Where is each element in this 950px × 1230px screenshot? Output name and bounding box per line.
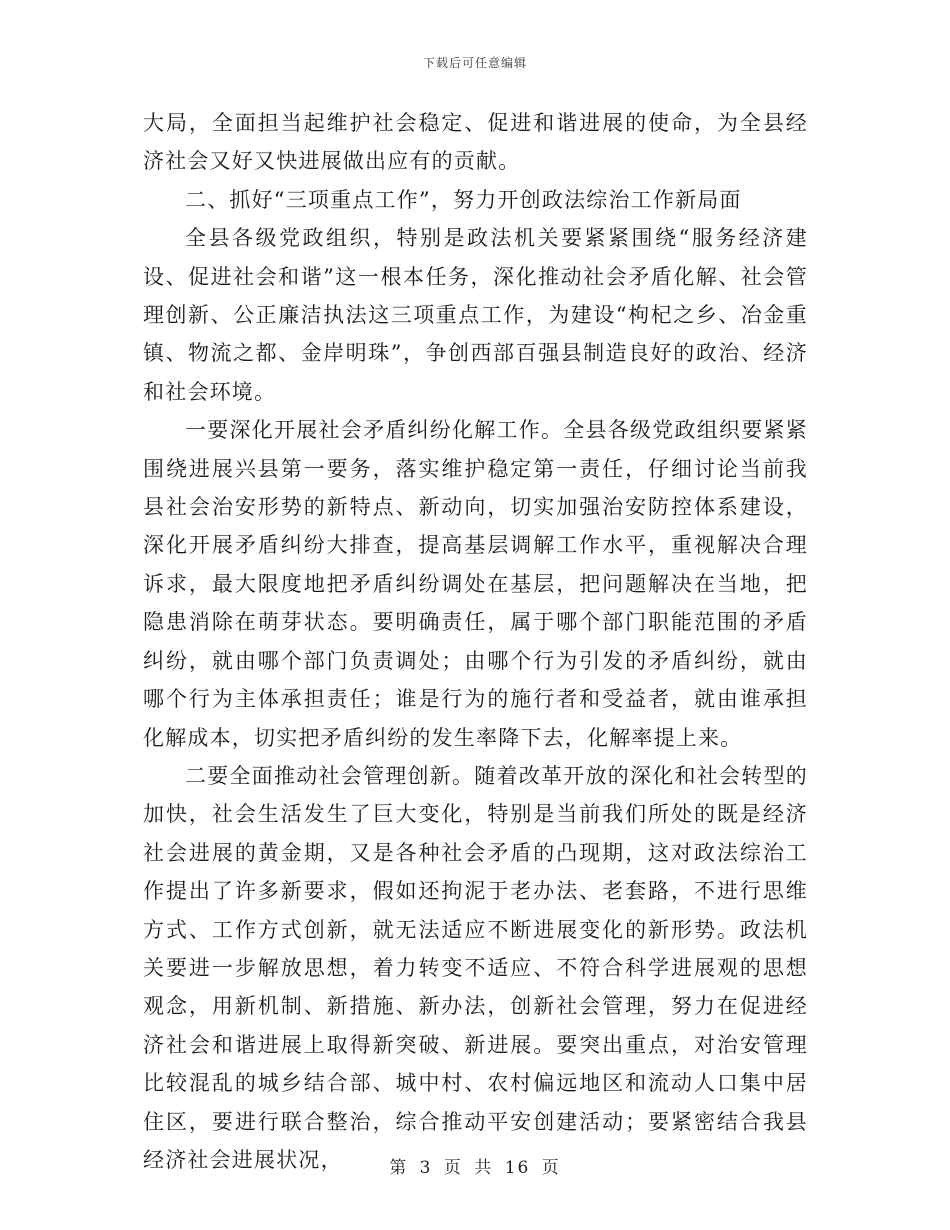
paragraph: 二要全面推动社会管理创新。随着改革开放的深化和社会转型的加快，社会生活发生了巨大变化，特别是当前我们所处的既是经济社会进展的黄金期，又是各种社会矛盾的凸现期，这对政法综治工作提出了许多新要求，假如还拘泥于老办法、老套路，不进行思维方式、工作方式创新，就无法适应不断进展变化的新形势。政法机关要进一步解放思想，着力转变不适应、不符合科学进展观的思想观念，用新机制、新措施、新办法，创新社会管理，努力在促进经济社会和谐进展上取得新突破、新进展。要突出重点，对治安管理比较混乱的城乡结合部、城中村、农村偏远地区和流动人口集中居住区，要进行联合整治，综合推动平安创建活动；要紧密结合我县经济社会进展状况， bbox=[143, 763, 808, 1172]
page-header: 下载后可任意编辑 bbox=[422, 56, 527, 70]
section-heading: 二、抓好“三项重点工作”，努力开创政法综治工作新局面 bbox=[185, 187, 742, 212]
paragraph: 一要深化开展社会矛盾纠纷化解工作。全县各级党政组织要紧紧围绕进展兴县第一要务，落实维护稳定第一责任，仔细讨论当前我县社会治安形势的新特点、新动向，切实加强治安防控体系建设，深化开展矛盾纠纷大排查，提高基层调解工作水平，重视解决合理诉求，最大限度地把矛盾纠纷调处在基层，把问题解决在当地，把隐患消除在萌芽状态。要明确责任，属于哪个部门职能范围的矛盾纠纷，就由哪个部门负责调处；由哪个行为引发的矛盾纠纷，就由哪个行为主体承担责任；谁是行为的施行者和受益者，就由谁承担化解成本，切实把矛盾纠纷的发生率降下去，化解率提上来。 bbox=[143, 418, 808, 750]
page-number: 第 3 页 共 16 页 bbox=[389, 1158, 561, 1178]
document-body bbox=[143, 104, 808, 1179]
paragraph: 全县各级党政组织，特别是政法机关要紧紧围绕“服务经济建设、促进社会和谐”这一根本任务，深化推动社会矛盾化解、社会管理创新、公正廉洁执法这三项重点工作，为建设“枸杞之乡、冶金重镇、物流之都、金岸明珠”，争创西部百强县制造良好的政治、经济和社会环境。 bbox=[143, 226, 808, 404]
paragraph-continuation: 大局，全面担当起维护社会稳定、促进和谐进展的使命，为全县经济社会又好又快进展做出应有的贡献。 bbox=[143, 111, 808, 174]
